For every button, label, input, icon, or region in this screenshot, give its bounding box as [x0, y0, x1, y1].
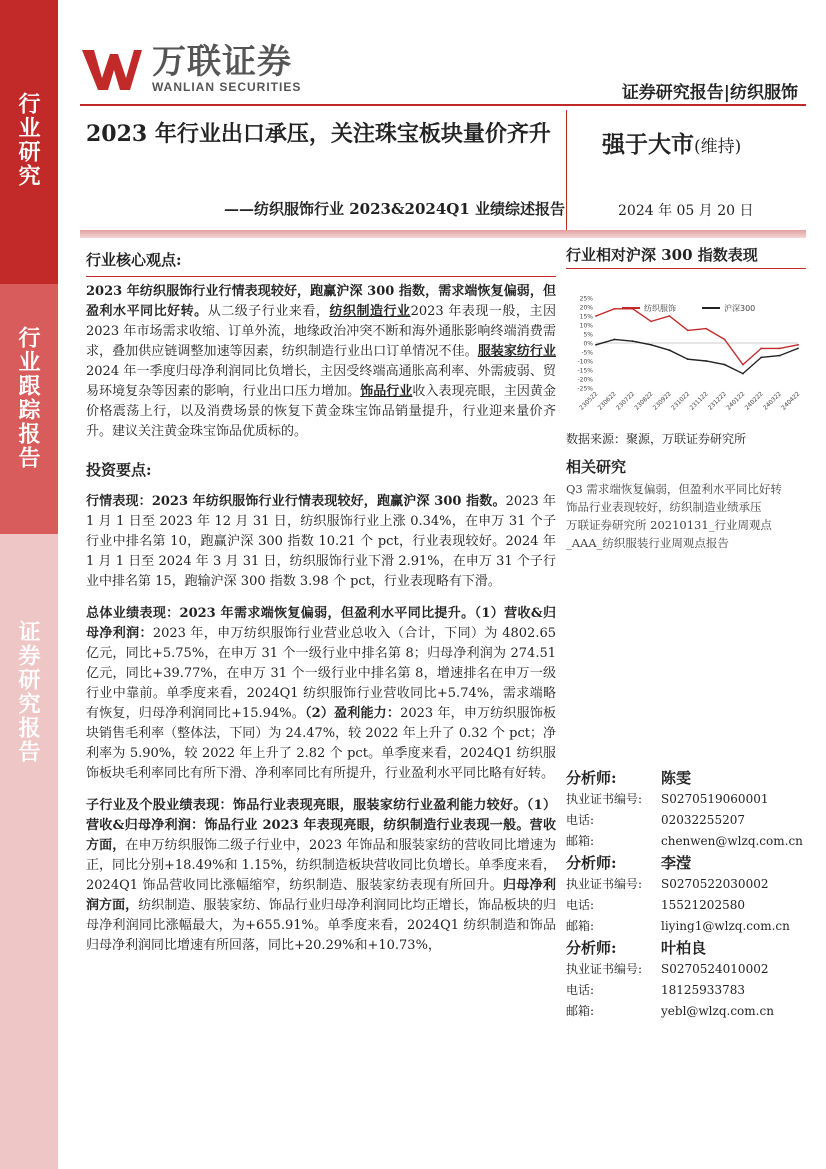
data-point — [650, 321, 652, 323]
sidebar-label: 证券研究报告 — [15, 620, 41, 764]
cert-number: S0270524010002 — [661, 962, 769, 976]
data-point — [779, 355, 781, 357]
y-tick-label: 15% — [579, 313, 593, 321]
header-divider — [80, 104, 806, 106]
y-tick-label: -5% — [581, 349, 593, 357]
x-tick-label: 230822 — [633, 390, 655, 412]
right-divider — [566, 268, 806, 269]
section-lead: （2）盈利能力： — [304, 706, 401, 721]
data-point — [632, 308, 634, 310]
chart-heading: 行业相对沪深 300 指数表现 — [566, 246, 758, 264]
core-highlight: 纺织制造行业 — [329, 304, 411, 319]
data-point — [669, 315, 671, 317]
invest-section-subindustry — [86, 796, 556, 956]
analyst-block — [566, 768, 806, 852]
data-point — [613, 308, 615, 310]
relative-performance-chart — [566, 268, 806, 428]
x-tick-label: 231122 — [688, 390, 710, 412]
phone-label: 电话: — [566, 898, 595, 912]
section-text: 2023 年，申万纺织服饰行业营业总收入（合计，下同）为 4802.65 亿元，同比+5.75%，在申万 31 个一级行业中排名第 8；归母净利润为 274.51 亿元，同比+39.77%，在申万 31 个一级行业中排名第 8，增速排名在申万一级行业中靠前。单季度来看，2024Q1 纺织服饰行业营收同比+5.74%，需求端略有恢复，归母净利润同比+15.94%。 — [86, 626, 556, 721]
x-tick-label: 240222 — [743, 390, 765, 412]
data-point — [687, 330, 689, 332]
wanlian-logo-icon — [80, 44, 144, 94]
header-vertical-divider — [566, 110, 567, 230]
rating-main: 强于大市 — [602, 131, 694, 158]
core-highlight: 服装家纺行业 — [477, 344, 556, 359]
header-band — [80, 230, 806, 238]
phone-label: 电话: — [566, 983, 595, 997]
section-text: 在申万纺织服饰二级子行业中，2023 年饰品和服装家纺的营收同比增速为正，同比分别+18.49%和 1.15%，纺织制造板块营收同比负增长。单季度来看，2024Q1 饰品营收同比涨幅缩窄，纺织制造、服装家纺表现有所回升。 — [86, 838, 556, 893]
core-text: 2024 年一季度归母净利润同比负增长，主因受终端高通胀高利率、外需疲弱、贸易环境复杂等因素的影响，行业出口压力增加。 — [86, 364, 556, 399]
legend-label: 纺织服饰 — [644, 304, 676, 313]
chart-source: 数据来源：聚源，万联证券研究所 — [566, 432, 747, 446]
core-text: 收入表现亮眼，主因黄金价格震荡上行，以及消费场景的恢复下黄金珠宝饰品销量提升，行业迎来量价齐升。建议关注黄金珠宝饰品优质标的。 — [86, 384, 556, 439]
x-tick-label: 230622 — [596, 390, 618, 412]
y-tick-label: 25% — [579, 295, 593, 303]
cert-label: 执业证书编号: — [566, 792, 643, 806]
x-tick-label: 240122 — [725, 390, 747, 412]
analyst-block — [566, 853, 806, 937]
data-point — [705, 328, 707, 330]
invest-section-market — [86, 492, 556, 592]
x-tick-label: 240322 — [761, 390, 784, 412]
email-label: 邮箱: — [566, 834, 595, 848]
core-text: 从二级子行业来看， — [207, 304, 330, 319]
sidebar-label: 行业研究 — [15, 92, 41, 188]
email-address: liying1@wlzq.com.cn — [661, 919, 790, 933]
section-text: 2023 年 1 月 1 日至 2023 年 12 月 31 日，纺织服饰行业上涨 0.34%，在申万 31 个子行业中排名第 10，跑赢沪深 300 指数 10.21 个 pct，行业表现较好。2024 年 1 月 1 日至 2024 年 3 月 31 日，纺织服饰行业下滑 2.91%，在申万 31 个子行业中排名第 15，跑输沪深 300 指数 3.98 个 pct，行业表现略有下滑。 — [86, 494, 556, 589]
x-tick-label: 231222 — [706, 390, 728, 412]
analyst-label: 分析师: — [566, 769, 617, 787]
x-tick-label: 240422 — [780, 390, 802, 412]
related-research-list — [566, 480, 806, 552]
section-text: 2023 年，申万纺织服饰板块销售毛利率（整体法，下同）为 24.47%，较 2022 年上升了 0.32 个 pct；净利率为 5.90%，较 2022 年上升了 2.82 个 pct。单季度来看，2024Q1 纺织服饰板块毛利率同比有所下滑、净利率同比有所提升，行业盈利水平同比略有好转。 — [86, 706, 557, 781]
analyst-name: 陈雯 — [661, 769, 692, 787]
section-lead: 归母净利润方面， — [86, 878, 556, 913]
data-point — [632, 340, 634, 342]
phone-number: 02032255207 — [661, 813, 745, 827]
data-point — [779, 348, 781, 350]
x-tick-label: 230722 — [614, 390, 637, 412]
y-tick-label: 10% — [579, 322, 593, 330]
y-tick-label: -25% — [577, 385, 593, 393]
core-heading: 行业核心观点: — [86, 251, 182, 269]
invest-section-overall — [86, 604, 556, 784]
data-point — [742, 364, 744, 366]
data-point — [742, 373, 744, 375]
email-address: yebl@wlzq.com.cn — [661, 1004, 774, 1018]
email-label: 邮箱: — [566, 919, 595, 933]
phone-label: 电话: — [566, 813, 595, 827]
section-lead: 子行业及个股业绩表现：饰品行业表现亮眼，服装家纺行业盈利能力较好。（1）营收&归母净利润：饰品行业 2023 年表现亮眼，纺织制造行业表现一般。营收方面， — [86, 798, 556, 853]
main-content — [86, 246, 556, 968]
series-line — [596, 339, 798, 373]
rating — [602, 126, 741, 159]
report-title: 2023 年行业出口承压，关注珠宝板块量价齐升 — [86, 121, 551, 147]
cert-label: 执业证书编号: — [566, 877, 643, 891]
x-tick-label: 231022 — [670, 390, 692, 412]
y-tick-label: 20% — [579, 304, 593, 312]
core-text: 2023 年表现一般，主因 2023 年市场需求收缩、订单外流，地缘政治冲突不断和海外通胀影响终端消费需求，叠加供应链调整加速等因素，纺织制造行业出口订单情况不佳。 — [86, 304, 556, 359]
core-divider — [86, 276, 556, 277]
y-tick-label: -10% — [577, 358, 593, 366]
analyst-label: 分析师: — [566, 939, 617, 957]
core-lead: 2023 年纺织服饰行业行情表现较好，跑赢沪深 300 指数，需求端恢复偏弱，但盈利水平同比好转。 — [86, 284, 556, 319]
chart-svg — [566, 268, 806, 428]
related-item: 万联证券研究所 20210131_行业周观点_AAA_纺织服装行业周观点报告 — [566, 518, 772, 550]
email-address: chenwen@wlzq.com.cn — [661, 834, 803, 848]
y-tick-label: -20% — [577, 376, 593, 384]
company-logo — [80, 44, 301, 94]
data-point — [705, 360, 707, 362]
analyst-name: 李滢 — [661, 854, 692, 872]
report-type: 证券研究报告|纺织服饰 — [621, 83, 798, 103]
data-point — [760, 357, 762, 359]
data-point — [724, 339, 726, 341]
analyst-label: 分析师: — [566, 854, 617, 872]
x-tick-label: 230522 — [578, 390, 600, 412]
data-point — [595, 344, 597, 346]
y-tick-label: 5% — [583, 331, 593, 339]
invest-heading: 投资要点: — [86, 461, 152, 479]
section-text: 纺织制造、服装家纺、饰品行业归母净利润同比均正增长，饰品板块的归母净利润同比涨幅最大，为+655.91%。单季度来看，2024Q1 纺织制造和饰品归母净利润同比增速有所回落，同比+20.29%和+10.73%， — [86, 898, 556, 953]
cert-label: 执业证书编号: — [566, 962, 643, 976]
data-point — [797, 344, 799, 346]
data-point — [650, 344, 652, 346]
email-label: 邮箱: — [566, 1004, 595, 1018]
cert-number: S0270522030002 — [661, 877, 769, 891]
x-tick-label: 230922 — [651, 390, 673, 412]
report-subtitle: ——纺织服饰行业 2023&2024Q1 业绩综述报告 — [224, 200, 565, 218]
data-point — [687, 358, 689, 360]
related-item: Q3 需求端恢复偏弱，但盈利水平同比好转 — [566, 482, 782, 496]
section-lead: 行情表现：2023 年纺织服饰行业行情表现较好，跑赢沪深 300 指数。 — [86, 494, 506, 509]
left-sidebar — [0, 0, 58, 1169]
core-highlight: 饰品行业 — [360, 384, 413, 399]
core-paragraph — [86, 282, 556, 442]
data-point — [595, 315, 597, 317]
related-heading: 相关研究 — [566, 458, 627, 476]
right-column — [566, 246, 806, 552]
data-point — [724, 364, 726, 366]
data-point — [613, 339, 615, 341]
cert-number: S0270519060001 — [661, 792, 769, 806]
related-item: 饰品行业表现较好，纺织制造业绩承压 — [566, 500, 762, 514]
logo-chinese-name: 万联证券 — [152, 42, 292, 82]
data-point — [760, 348, 762, 350]
data-point — [797, 348, 799, 350]
y-tick-label: -15% — [577, 367, 593, 375]
legend-label: 沪深300 — [724, 304, 756, 313]
phone-number: 15521202580 — [661, 898, 745, 912]
analyst-name: 叶柏良 — [661, 939, 707, 957]
analyst-block — [566, 938, 806, 1022]
data-point — [669, 349, 671, 351]
rating-sub: (维持) — [694, 137, 742, 157]
sidebar-label: 行业跟踪报告 — [15, 326, 41, 470]
report-date: 2024 年 05 月 20 日 — [618, 203, 754, 219]
section-lead: 总体业绩表现：2023 年需求端恢复偏弱，但盈利水平同比提升。（1）营收&归母净利润： — [86, 606, 556, 641]
y-tick-label: 0% — [583, 340, 593, 348]
phone-number: 18125933783 — [661, 983, 745, 997]
logo-english-name: WANLIAN SECURITIES — [152, 80, 302, 94]
